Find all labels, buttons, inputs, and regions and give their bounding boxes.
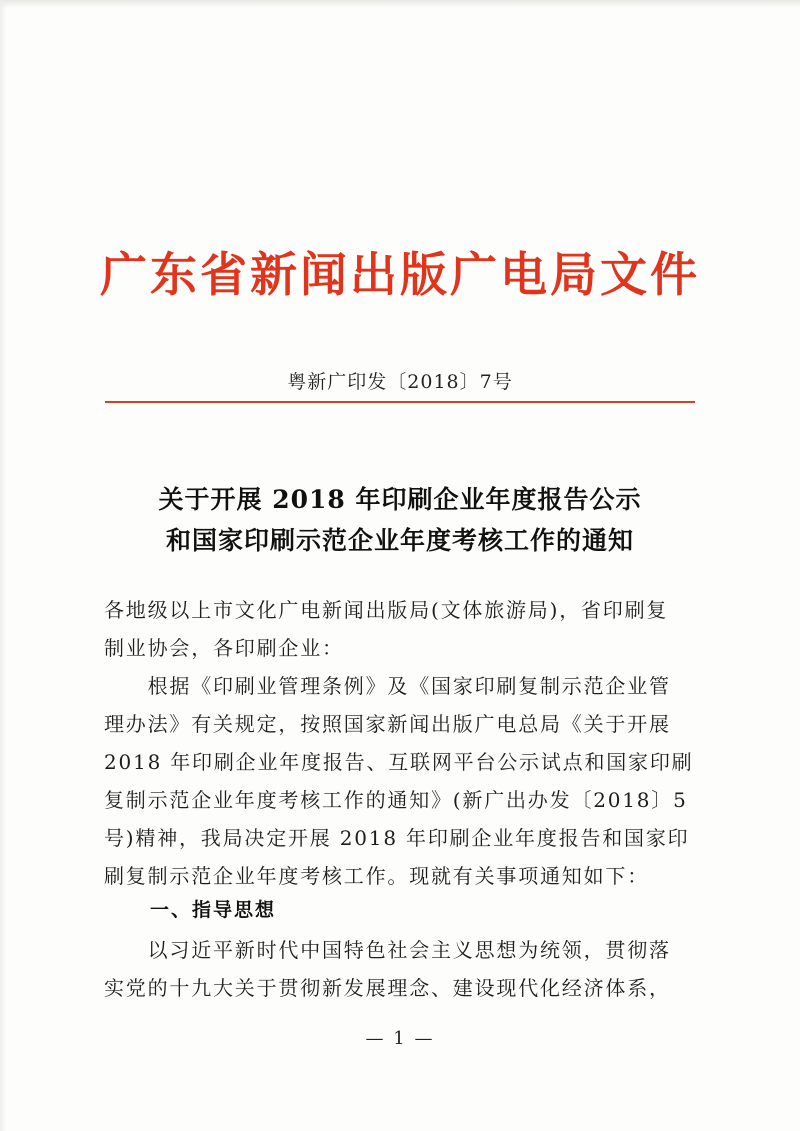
scan-edge-left — [0, 0, 6, 1131]
body-line: 实党的十九大关于贯彻新发展理念、建设现代化经济体系， — [104, 976, 671, 1000]
body-line: 以习近平新时代中国特色社会主义思想为统领，贯彻落 — [104, 938, 671, 962]
body-line: 刷复制示范企业年度考核工作。现就有关事项通知如下： — [104, 864, 649, 888]
body-line: 号)精神，我局决定开展 2018 年印刷企业年度报告和国家印 — [104, 826, 690, 850]
issuer-header: 广东省新闻出版广电局文件 — [100, 248, 700, 303]
body-line: 根据《印刷业管理条例》及《国家印刷复制示范企业管 — [104, 674, 671, 698]
scan-edge-top — [0, 0, 800, 8]
page-number: — 1 — — [365, 1028, 435, 1049]
body-line: 2018 年印刷企业年度报告、互联网平台公示试点和国家印刷 — [104, 750, 694, 774]
body-line: 各地级以上市文化广电新闻出版局(文体旅游局)，省印刷复 — [104, 598, 669, 622]
document-number: 粤新广印发〔2018〕7号 — [287, 371, 513, 393]
body-line: 复制示范企业年度考核工作的通知》(新广出办发〔2018〕5 — [104, 788, 688, 812]
section-heading-guiding-ideology: 一、指导思想 — [150, 899, 277, 921]
title-line-1: 关于开展 2018 年印刷企业年度报告公示 — [158, 485, 642, 514]
body-line: 理办法》有关规定，按照国家新闻出版广电总局《关于开展 — [104, 712, 671, 736]
red-separator-rule — [105, 401, 695, 403]
body-line: 制业协会，各印刷企业： — [104, 636, 344, 660]
title-line-2: 和国家印刷示范企业年度考核工作的通知 — [165, 526, 634, 555]
